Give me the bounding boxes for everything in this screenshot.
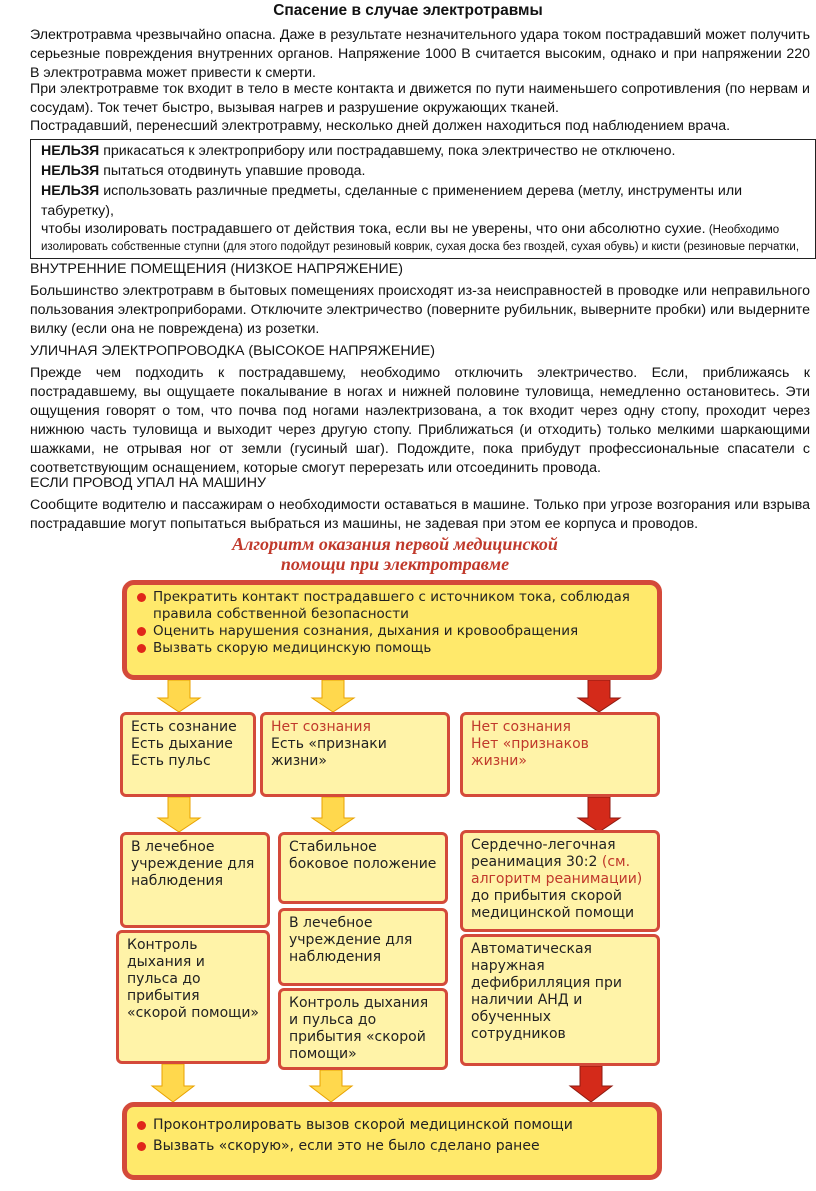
col3-step-cpr: Сердечно-легочная реанимация 30:2 (см. алгоритм реанимации) до прибытия скорой медицинской помощи [460, 830, 660, 932]
top-item: Прекратить контакт пострадавшего с источником тока, соблюдая правила собственной безопасности [135, 589, 649, 623]
col1-step-monitor: Контроль дыхания и пульса до прибытия «скорой помощи» [116, 930, 270, 1064]
warning-line-3: НЕЛЬЗЯ использовать различные предметы, сделанные с применением дерева (метлу, инструменты или табуретку), [41, 183, 743, 219]
warning-line-1: НЕЛЬЗЯ прикасаться к электроприбору или пострадавшему, пока электричество не отключено. [41, 143, 676, 159]
warning-line-4: чтобы изолировать пострадавшего от действия тока, если вы не уверены, что они абсолютно сухие. (Необходимо изолировать собственные ступни (для этого подойдут резиновый коврик, сухая доска без гвоздей, сухая обувь) и кисти (резиновые перчатки, [41, 221, 800, 253]
flowchart-title-line-1: Алгоритм оказания первой медицинской [232, 534, 558, 554]
section-heading-outdoor: УЛИЧНАЯ ЭЛЕКТРОПРОВОДКА (ВЫСОКОЕ НАПРЯЖЕНИЕ) [30, 343, 435, 359]
top-item: Вызвать скорую медицинскую помощь [135, 640, 649, 657]
first-aid-flowchart [110, 530, 816, 1190]
section-text-car: Сообщите водителю и пассажирам о необходимости оставаться в машине. Только при угрозе возгорания или взрыва пострадавшие могут попытаться выбраться из машины, не задевая при этом ее корпуса и проводов. [30, 497, 810, 532]
status-box-conscious: Есть сознание Есть дыхание Есть пульс [120, 712, 256, 797]
status-box-no-signs: Нет сознания Нет «признаков жизни» [460, 712, 660, 797]
arrow-top-to-col1 [158, 680, 200, 712]
section-text-indoor: Большинство электротравм в бытовых помещениях происходят из-за неисправностей в проводке или неправильного пользования электроприборами. Отключите электричество (поверните рубильник, выверните пробки) или выдерните вилку (если она не повреждена) из розетки. [30, 283, 810, 337]
bullet-icon [137, 1142, 146, 1151]
col3-step-defibrillation: Автоматическая наружная дефибрилляция при наличии АНД и обученных сотрудников [460, 934, 660, 1066]
flowchart-title-line-2: помощи при электротравме [280, 554, 510, 574]
col2-step-hospital: В лечебное учреждение для наблюдения [278, 908, 448, 986]
arrow-col1-to-bottom [152, 1064, 194, 1102]
warning-line-2: НЕЛЬЗЯ пытаться отодвинуть упавшие провода. [41, 163, 366, 179]
flowchart-top-box [122, 580, 662, 680]
bottom-item: Вызвать «скорую», если это не было сделано ранее [135, 1138, 649, 1155]
status-box-unconscious-alive: Нет сознания Есть «признаки жизни» [260, 712, 450, 797]
intro-paragraph-3: Пострадавший, перенесший электротравму, несколько дней должен находиться под наблюдением врача. [30, 118, 731, 134]
section-heading-car: ЕСЛИ ПРОВОД УПАЛ НА МАШИНУ [30, 475, 266, 491]
page-title: Спасение в случае электротравмы [273, 2, 543, 19]
arrow-col1-to-step [158, 797, 200, 832]
top-item: Оценить нарушения сознания, дыхания и кровообращения [135, 623, 649, 640]
bullet-icon [137, 627, 146, 636]
col2-step-monitor: Контроль дыхания и пульса до прибытия «скорой помощи» [278, 988, 448, 1070]
bullet-icon [137, 644, 146, 653]
arrow-top-to-col3 [578, 680, 620, 712]
bottom-item: Проконтролировать вызов скорой медицинской помощи [135, 1117, 649, 1134]
warning-box [30, 139, 816, 259]
arrow-top-to-col2 [312, 680, 354, 712]
arrow-col3-to-step [578, 797, 620, 832]
bullet-icon [137, 1121, 146, 1130]
section-heading-indoor: ВНУТРЕННИЕ ПОМЕЩЕНИЯ (НИЗКОЕ НАПРЯЖЕНИЕ) [30, 261, 403, 277]
intro-paragraph-2: При электротравме ток входит в тело в месте контакта и движется по пути наименьшего сопротивления (по нервам и сосудам). Ток течет быстро, вызывая нагрев и разрушение окружающих тканей. [30, 81, 810, 116]
col1-step-hospital: В лечебное учреждение для наблюдения [120, 832, 270, 928]
arrow-col3-to-bottom [570, 1066, 612, 1102]
section-text-outdoor: Прежде чем подходить к пострадавшему, необходимо отключить электричество. Если, приближаясь к пострадавшему, вы ощущаете покалывание в ногах и нижней половине туловища, немедленно остановитесь. Эти ощущения говорят о том, что почва под ногами наэлектризована, а ток входит через одну стопу, проходит через нижнюю часть туловища и выходит через другую стопу. Приближаться (и отходить) только мелкими шаркающими шажками, не отрывая ног от земли (гусиный шаг). Подождите, пока прибудут профессиональные спасатели с соответствующим оснащением, которые смогут перерезать или отсоединить провода. [30, 365, 810, 476]
intro-paragraph-1: Электротравма чрезвычайно опасна. Даже в результате незначительного удара током пострадавший может получить серьезные повреждения внутренних органов. Напряжение 1000 В считается высоким, однако и при напряжении 220 В электротравма может привести к смерти. [30, 27, 810, 81]
flowchart-bottom-box [122, 1102, 662, 1180]
arrow-col2-to-step [312, 797, 354, 832]
bullet-icon [137, 593, 146, 602]
col2-step-recovery-position: Стабильное боковое положение [278, 832, 448, 904]
arrow-col2-to-bottom [310, 1070, 352, 1102]
